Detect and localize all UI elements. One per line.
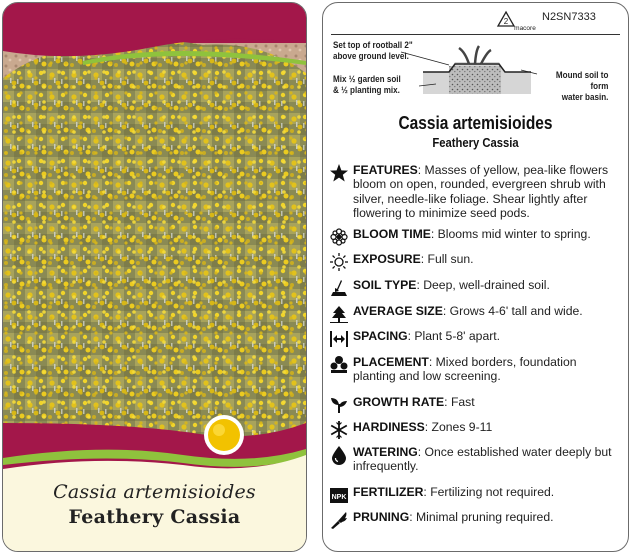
row-soil-type: SOIL TYPE: Deep, well-drained soil. [329, 278, 625, 298]
tree-size-icon [329, 304, 349, 324]
row-fertilizer: NPK FERTILIZER: Fertilizing not required. [329, 485, 625, 505]
row-growth-rate: GROWTH RATE: Fast [329, 395, 625, 415]
back-tag [322, 2, 629, 552]
shovel-icon [329, 278, 349, 298]
diagram-label-right: Mound soil to form water basin. [555, 70, 609, 103]
diagram-label-left: Mix ½ garden soil & ½ planting mix. [333, 74, 401, 96]
planting-diagram [331, 38, 621, 108]
plant-photo [3, 3, 306, 551]
header-divider [331, 34, 620, 35]
front-scientific-name: Cassia artemisioides [53, 481, 256, 503]
sun-icon [329, 252, 349, 272]
row-bloom-time: BLOOM TIME: Blooms mid winter to spring. [329, 227, 625, 247]
row-spacing: SPACING: Plant 5-8' apart. [329, 329, 625, 349]
row-placement: PLACEMENT: Mixed borders, foundation planting and low screening. [329, 355, 625, 384]
star-icon [329, 163, 349, 183]
back-scientific-name: Cassia artemisioides [398, 113, 553, 133]
product-code: N2SN7333 [542, 11, 596, 23]
back-header [323, 3, 628, 36]
npk-icon [329, 485, 349, 505]
snowflake-icon [329, 420, 349, 440]
sprout-icon [329, 395, 349, 415]
front-common-name: Feathery Cassia [68, 506, 241, 528]
front-tag [2, 2, 307, 552]
front-title-block [3, 481, 306, 528]
row-exposure: EXPOSURE: Full sun. [329, 252, 625, 272]
svg-text:NPK: NPK [331, 494, 347, 501]
recycle-icon [495, 10, 539, 32]
spacing-icon [329, 329, 349, 349]
recycle-number: 2 [503, 17, 509, 26]
row-pruning: PRUNING: Minimal pruning required. [329, 510, 625, 530]
row-features: FEATURES: Masses of yellow, pea-like flowers bloom on open, rounded, evergreen shrub with silver, needle-like foliage. Shear lightly after flowering to minimize seed pods. [329, 163, 625, 221]
back-title-block [323, 113, 628, 150]
diagram-label-top: Set top of rootball 2" above ground level. [333, 40, 413, 62]
water-drop-icon [329, 445, 349, 465]
row-watering: WATERING: Once established water deeply but infrequently. [329, 445, 625, 474]
row-average-size: AVERAGE SIZE: Grows 4-6' tall and wide. [329, 304, 625, 324]
row-hardiness: HARDINESS: Zones 9-11 [329, 420, 625, 440]
bloom-icon [329, 227, 349, 247]
back-common-name: Feathery Cassia [432, 136, 519, 150]
pruners-icon [329, 510, 349, 530]
placement-icon [329, 355, 349, 375]
recycle-label: macore [514, 25, 536, 32]
